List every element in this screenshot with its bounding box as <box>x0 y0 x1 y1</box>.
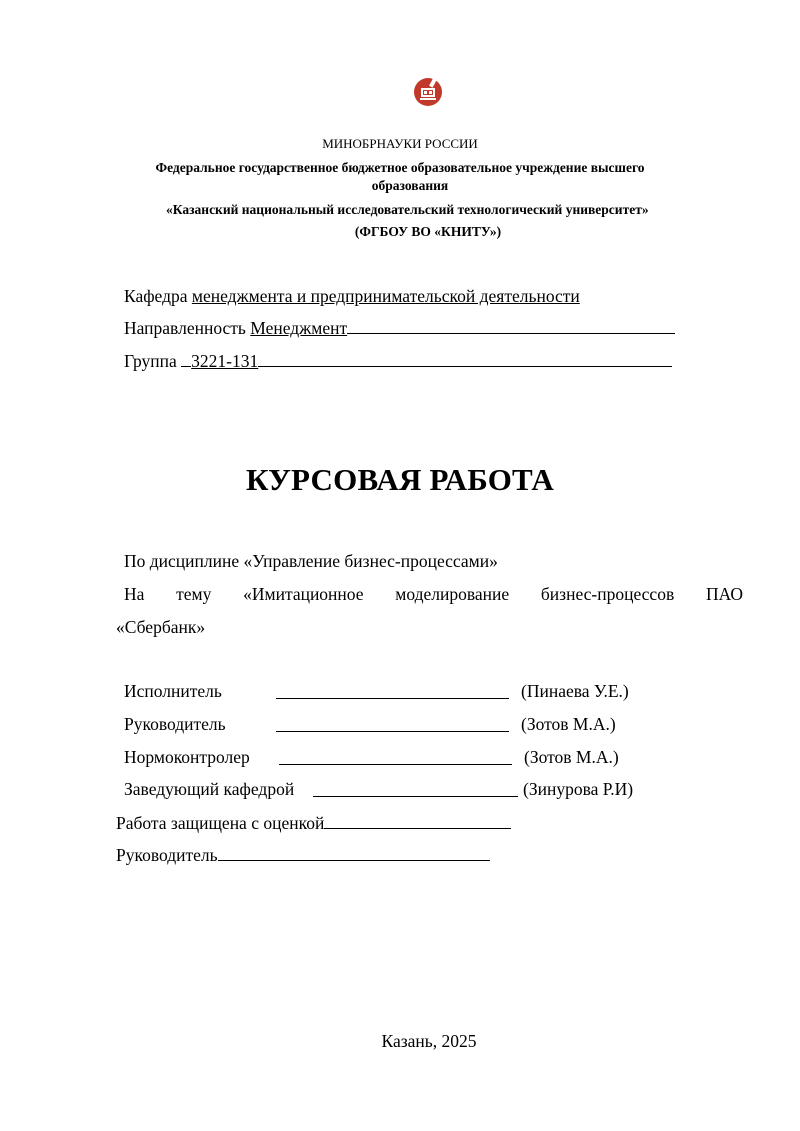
ministry-name: МИНОБРНАУКИ РОССИИ <box>322 136 478 151</box>
university-name: «Казанский национальный исследовательский технологический университет» <box>166 202 649 217</box>
supervisor-underline <box>218 859 490 861</box>
grade-underline <box>324 827 511 829</box>
signature-head-name: (Зинурова Р.И) <box>523 779 634 799</box>
group-value: 3221-131 <box>191 351 259 371</box>
organization-line-2: образования <box>371 178 449 193</box>
grade-row <box>116 813 511 834</box>
topic-line-2: «Сбербанк» <box>116 617 206 637</box>
group-underline-lead <box>181 365 191 367</box>
city-year: Казань, 2025 <box>381 1031 477 1051</box>
signature-executor-name: (Пинаева У.Е.) <box>521 681 629 701</box>
direction-value: Менеджмент <box>250 318 348 338</box>
signature-normcontrol-name: (Зотов М.А.) <box>524 747 619 767</box>
signature-normcontrol-role: Нормоконтролер <box>124 747 250 767</box>
group-label: Группа <box>124 351 177 371</box>
signature-normcontrol-line <box>279 763 512 765</box>
topic-word: «Имитационное <box>243 584 364 604</box>
discipline: По дисциплине «Управление бизнес-процессами» <box>124 551 498 571</box>
signature-supervisor-name: (Зотов М.А.) <box>521 714 616 734</box>
signature-supervisor-role: Руководитель <box>124 714 226 734</box>
department-value: менеджмента и предпринимательской деятельности <box>191 286 580 306</box>
document-title: КУРСОВАЯ РАБОТА <box>246 462 554 497</box>
university-abbr: (ФГБОУ ВО «КНИТУ») <box>354 224 502 239</box>
topic-word: ПАО <box>705 584 743 604</box>
signature-executor-role: Исполнитель <box>124 681 222 701</box>
group-row <box>124 351 672 372</box>
university-logo-icon <box>413 77 443 107</box>
topic-line-1 <box>116 584 743 605</box>
direction-underline <box>347 332 675 334</box>
signature-executor-line <box>276 697 509 699</box>
signature-head-line <box>313 795 518 797</box>
group-underline <box>258 365 672 367</box>
organization-line-1: Федеральное государственное бюджетное образовательное учреждение высшего <box>155 160 645 175</box>
supervisor-label: Руководитель <box>116 845 218 865</box>
signature-head-role: Заведующий кафедрой <box>124 779 295 799</box>
topic-word: тему <box>176 584 212 604</box>
topic-word: бизнес-процессов <box>540 584 675 604</box>
direction-row <box>124 318 675 339</box>
direction-label: Направленность <box>124 318 246 338</box>
department-row <box>124 286 580 307</box>
grade-label: Работа защищена с оценкой <box>116 813 325 833</box>
topic-word: моделирование <box>395 584 510 604</box>
topic-word: На <box>124 584 145 604</box>
supervisor-row <box>116 845 490 866</box>
department-label: Кафедра <box>124 286 188 306</box>
signature-supervisor-line <box>276 730 509 732</box>
